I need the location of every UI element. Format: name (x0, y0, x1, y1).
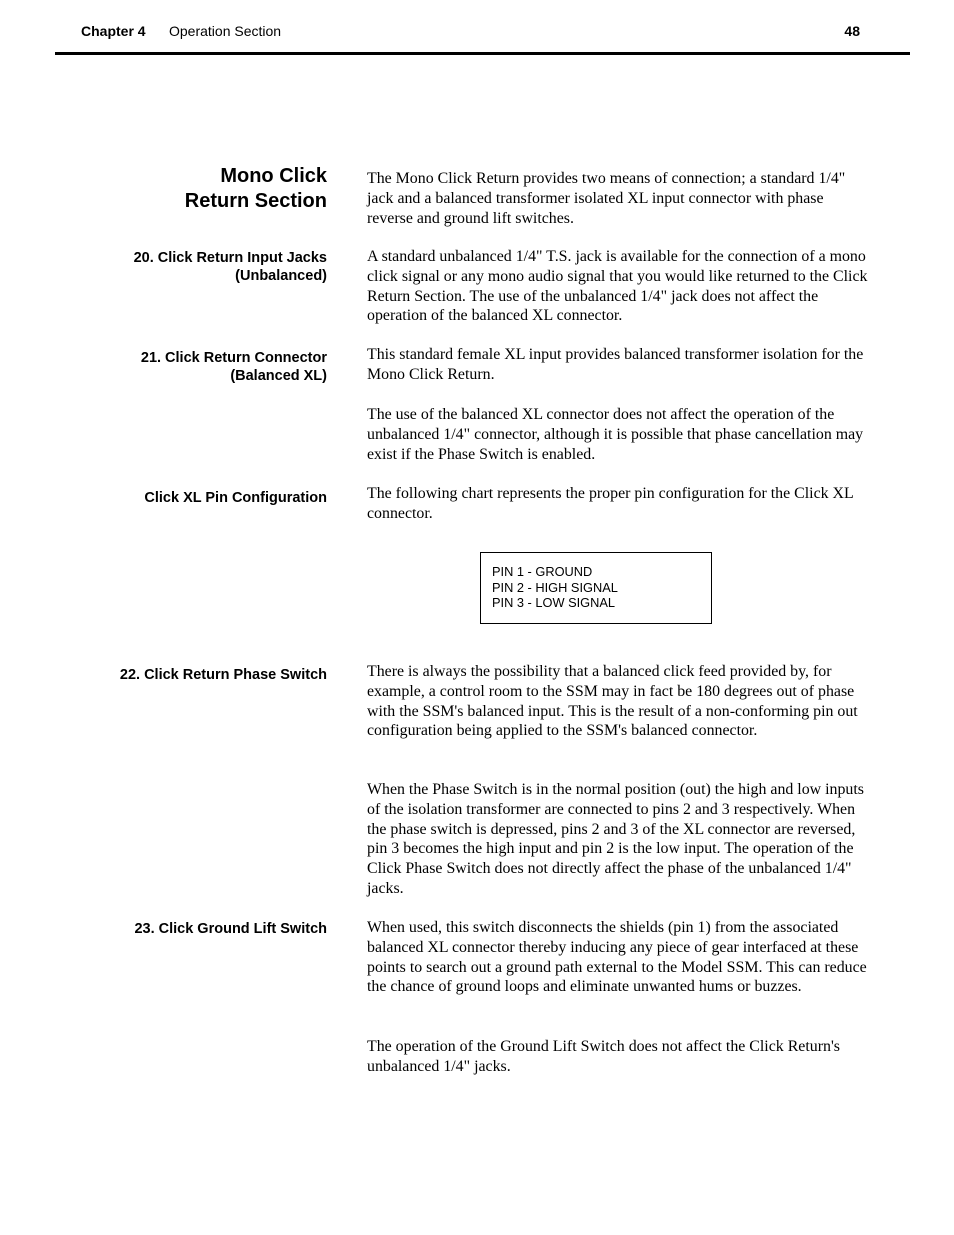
chapter-label: Chapter 4 (81, 23, 146, 39)
pin-2-row: PIN 2 - HIGH SIGNAL (492, 579, 618, 595)
phase-paragraph-1: There is always the possibility that a balanced click feed provided by, for example, a control room to the SSM may in fact be 180 degrees out of phase with the SSM's balanced input. This is the result of a non-conforming pin out configuration being applied to the SSM's balanced connector. (367, 663, 858, 740)
pin-config-paragraph: The following chart represents the proper pin configuration for the Click XL connector. (367, 485, 854, 522)
ground-paragraph-1: When used, this switch disconnects the shields (pin 1) from the associated balanced XL connector thereby inducing any piece of gear interfaced at these points to search out a ground path external to the Model SSM. This can reduce the chance of ground loops and eliminate unwanted hums or buzzes. (367, 919, 867, 996)
heading-ground-lift: 23. Click Ground Lift Switch (134, 921, 327, 937)
pin-configuration-chart (480, 552, 712, 624)
page-number: 48 (844, 23, 860, 39)
heading-input-jacks-line1: 20. Click Return Input Jacks (133, 250, 327, 266)
intro-paragraph: The Mono Click Return provides two means of connection; a standard 1/4" jack and a balanced transformer isolated XL input connector with phase reverse and ground lift switches. (367, 170, 846, 227)
heading-phase-switch: 22. Click Return Phase Switch (119, 667, 327, 683)
section-title-line2: Return Section (184, 190, 327, 212)
input-jacks-paragraph: A standard unbalanced 1/4" T.S. jack is available for the connection of a mono click signal or any mono audio signal that you would like returned to the Click Return Section. The use of the unbalanced 1/4" jack does not affect the operation of the balanced XL connector. (367, 248, 868, 325)
connector-paragraph-2: The use of the balanced XL connector does not affect the operation of the unbalanced 1/4" connector, although it is possible that phase cancellation may exist if the Phase Switch is enabled. (367, 406, 864, 463)
pin-1-row: PIN 1 - GROUND (492, 564, 593, 579)
page-header (55, 0, 910, 55)
heading-connector-line1: 21. Click Return Connector (140, 350, 327, 366)
heading-input-jacks-line2: (Unbalanced) (235, 268, 327, 284)
connector-paragraph-1: This standard female XL input provides balanced transformer isolation for the Mono Click Return. (367, 346, 864, 383)
pin-3-row: PIN 3 - LOW SIGNAL (492, 595, 616, 611)
heading-connector (67, 349, 327, 385)
heading-pin-config: Click XL Pin Configuration (144, 490, 327, 506)
section-title (67, 164, 327, 214)
heading-input-jacks (67, 249, 327, 285)
section-title-line1: Mono Click (220, 165, 327, 187)
heading-connector-line2: (Balanced XL) (230, 368, 327, 384)
ground-paragraph-2: The operation of the Ground Lift Switch does not affect the Click Return's unbalanced 1/4" jacks. (367, 1038, 840, 1075)
phase-paragraph-2: When the Phase Switch is in the normal position (out) the high and low inputs of the isolation transformer are connected to pins 2 and 3 respectively. When the phase switch is depressed, pins 2 and 3 of the XL connector are reversed, pin 3 becomes the high input and pin 2 is the low input. The operation of the Click Phase Switch does not directly affect the phase of the unbalanced 1/4" jacks. (367, 781, 864, 897)
section-label: Operation Section (169, 23, 282, 39)
